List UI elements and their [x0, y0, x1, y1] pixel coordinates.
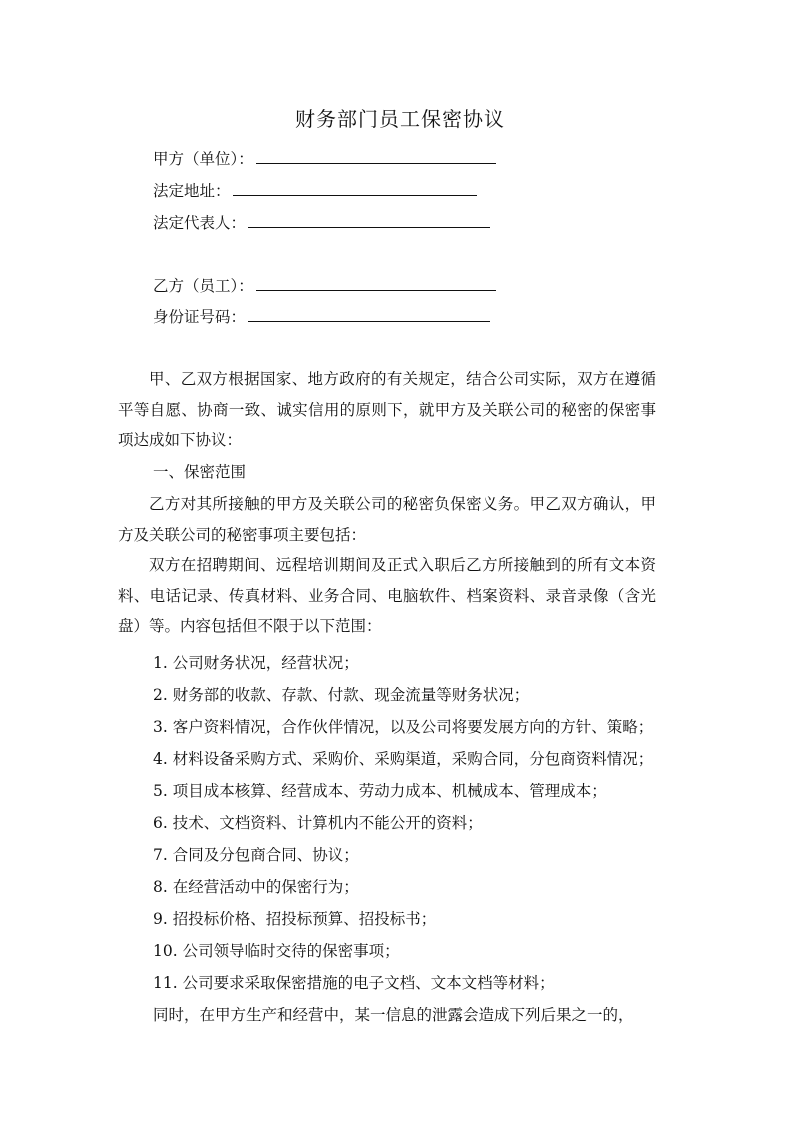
legal-address-field [153, 179, 477, 201]
list-item: 5. 项目成本核算、经营成本、劳动力成本、机械成本、管理成本； [153, 782, 607, 800]
legal-rep-blank[interactable] [248, 211, 490, 228]
list-item: 9. 招投标价格、招投标预算、招投标书； [153, 910, 437, 928]
scope-paragraph-2: 双方在招聘期间、远程培训期间及正式入职后乙方所接触到的所有文本资料、电话记录、传真材料、业务合同、电脑软件、档案资料、录音录像（含光盘）等。内容包括但不限于以下范围： [118, 556, 656, 635]
list-item: 11. 公司要求采取保密措施的电子文档、文本文档等材料； [153, 974, 555, 992]
party-a-field [153, 147, 496, 169]
list-item: 6. 技术、文档资料、计算机内不能公开的资料； [153, 814, 483, 832]
party-a-blank[interactable] [256, 147, 496, 164]
intro-paragraph: 甲、乙双方根据国家、地方政府的有关规定，结合公司实际，双方在遵循平等自愿、协商一致、诚实信用的原则下，就甲方及关联公司的秘密的保密事项达成如下协议： [118, 370, 656, 449]
scope-paragraph-1: 乙方对其所接触的甲方及关联公司的秘密负保密义务。甲乙双方确认，甲方及关联公司的秘密事项主要包括： [118, 495, 656, 544]
party-b-field [153, 274, 496, 296]
list-item: 4. 材料设备采购方式、采购价、采购渠道，采购合同，分包商资料情况； [153, 750, 654, 768]
list-item: 1. 公司财务状况，经营状况； [153, 654, 359, 672]
legal-address-label: 法定地址： [153, 182, 231, 200]
legal-rep-field [153, 211, 490, 233]
party-a-label: 甲方（单位）： [153, 150, 254, 168]
list-item: 10. 公司领导临时交待的保密事项； [153, 942, 400, 960]
document-title: 财务部门员工保密协议 [295, 107, 505, 131]
party-b-label: 乙方（员工）： [153, 277, 254, 295]
list-item: 2. 财务部的收款、存款、付款、现金流量等财务状况； [153, 686, 530, 704]
list-item: 7. 合同及分包商合同、协议； [153, 846, 359, 864]
party-b-blank[interactable] [256, 274, 496, 291]
list-item: 8. 在经营活动中的保密行为； [153, 878, 359, 896]
closing-line: 同时，在甲方生产和经营中，某一信息的泄露会造成下列后果之一的， [153, 1006, 634, 1024]
id-number-blank[interactable] [248, 305, 490, 322]
section-heading-scope: 一、保密范围 [153, 463, 247, 481]
list-item: 3. 客户资料情况，合作伙伴情况，以及公司将要发展方向的方针、策略； [153, 718, 654, 736]
id-number-field [153, 305, 490, 327]
id-number-label: 身份证号码： [153, 308, 247, 326]
legal-address-blank[interactable] [233, 179, 477, 196]
legal-rep-label: 法定代表人： [153, 214, 247, 232]
